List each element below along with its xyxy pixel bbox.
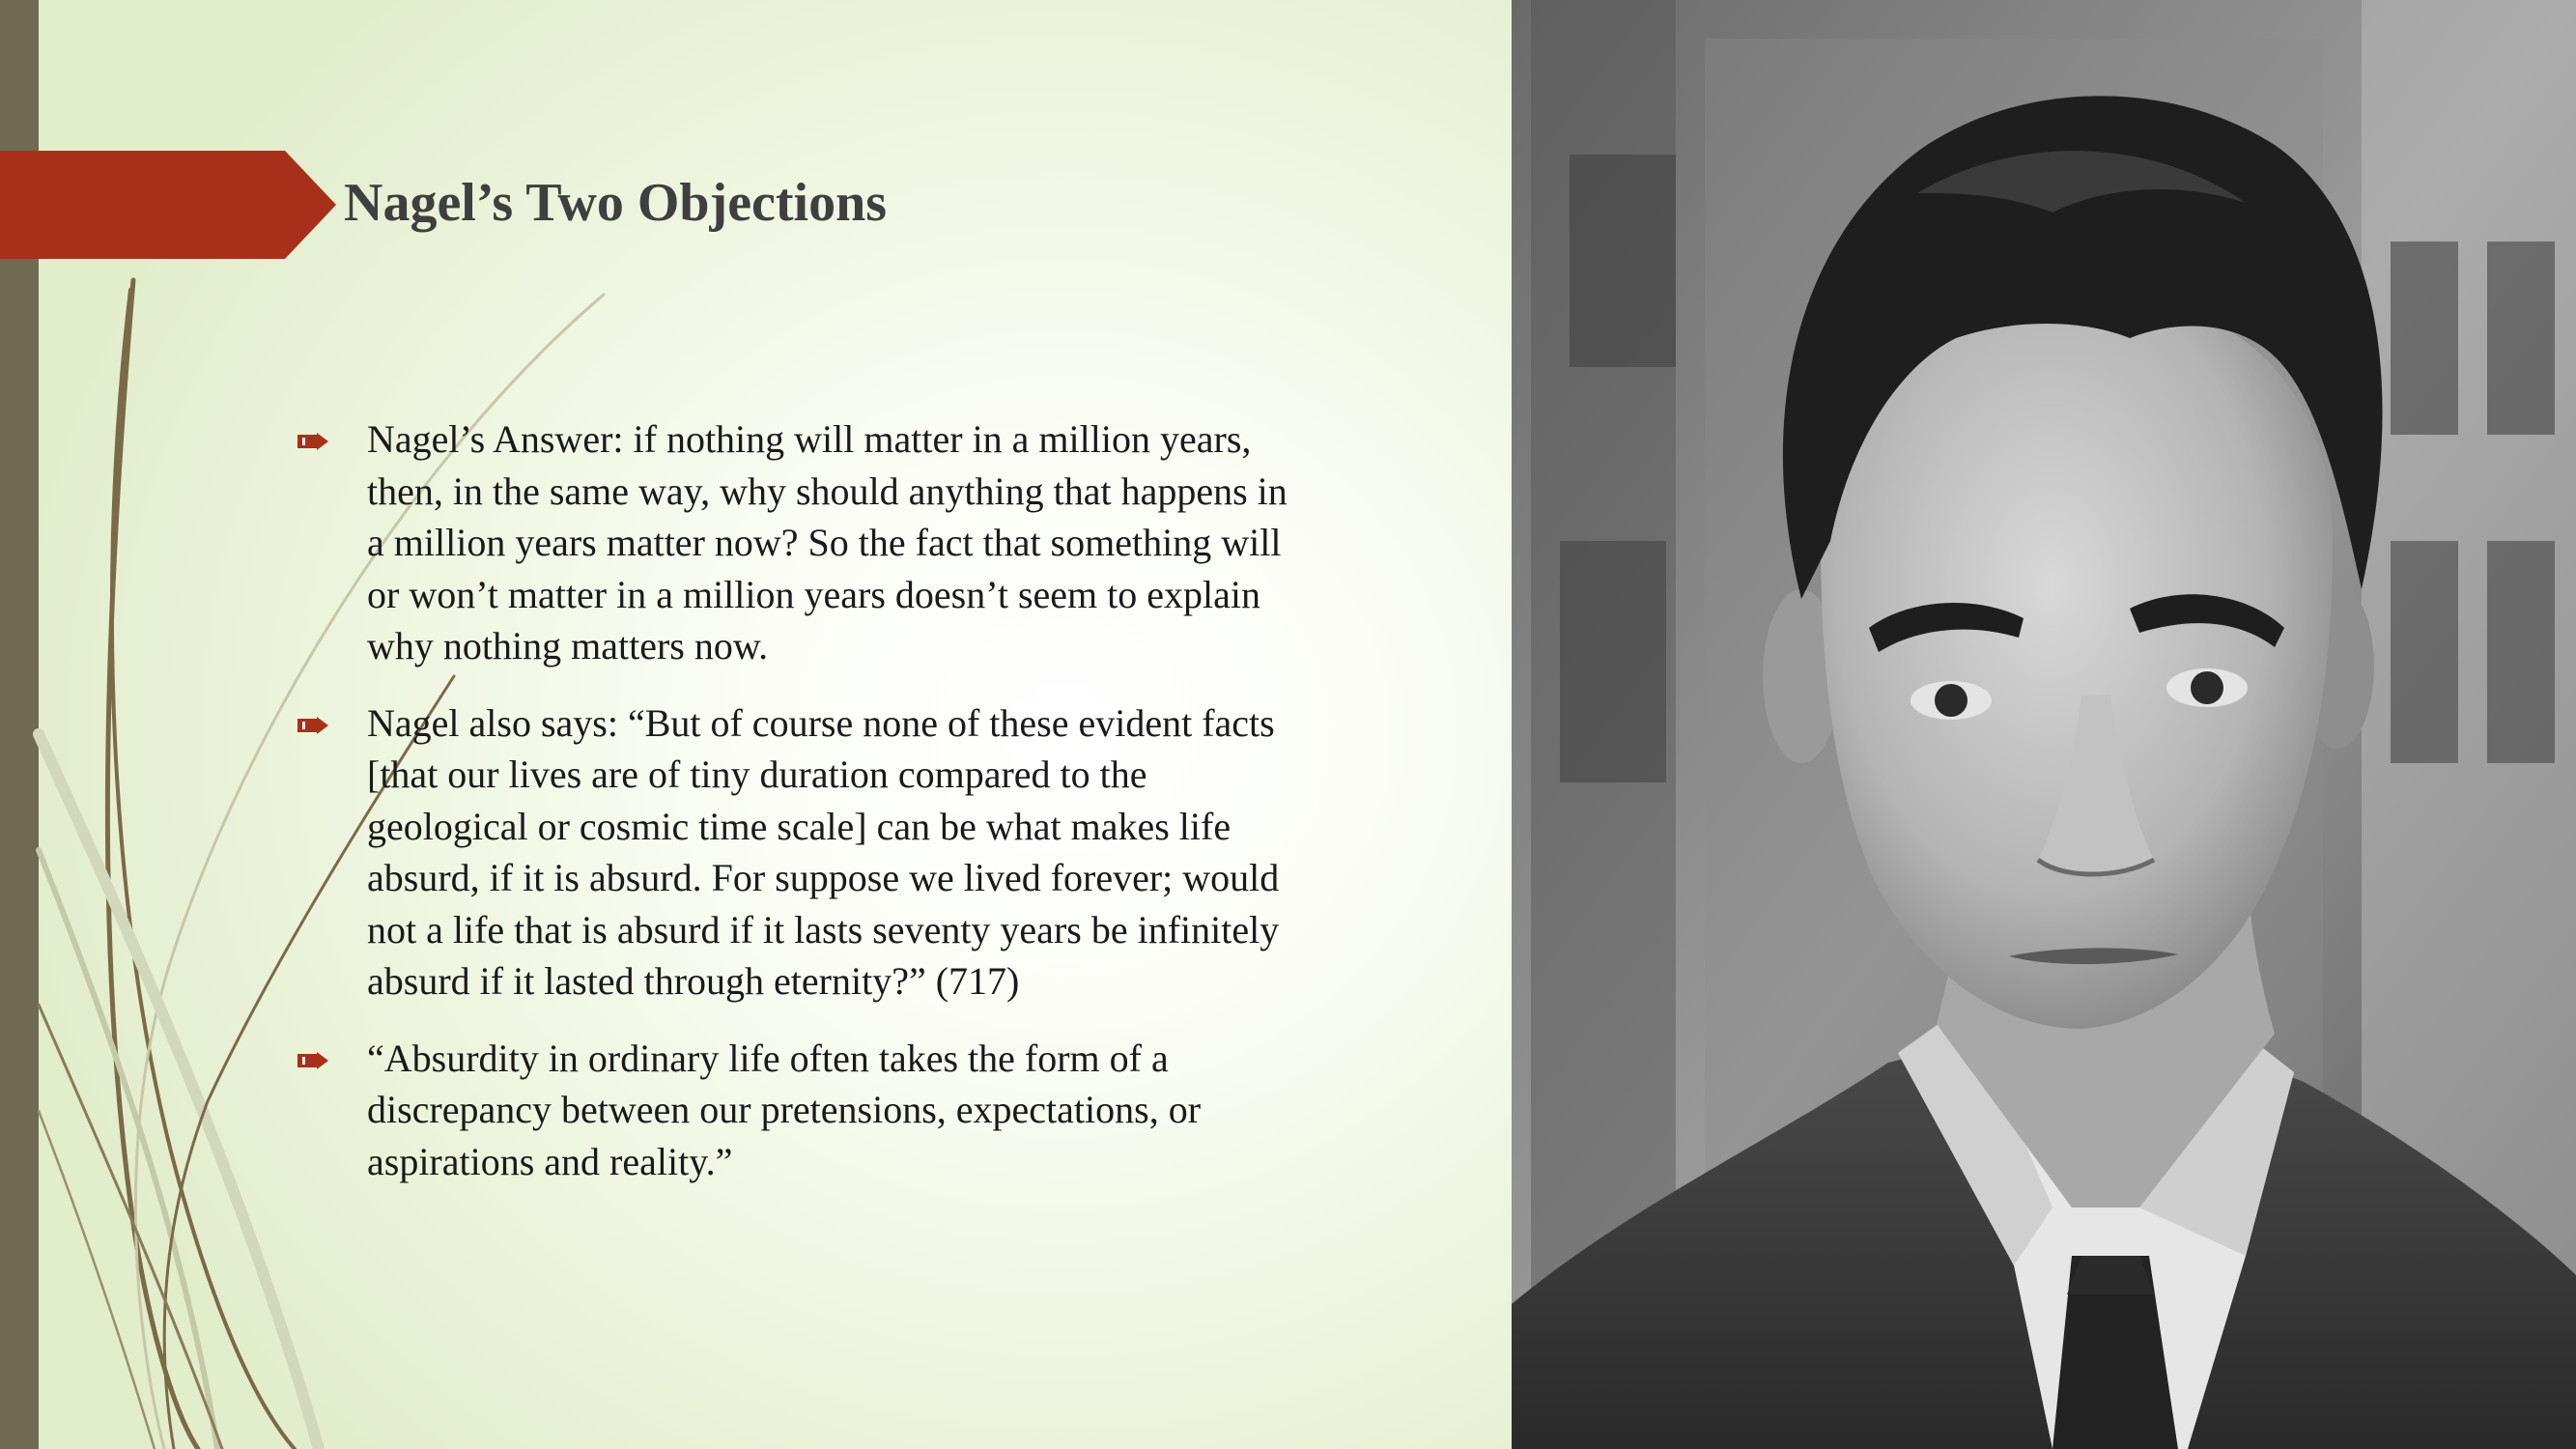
bullet-text: Nagel’s Answer: if nothing will matter in a million years, then, in the same way, why should anything that happens in a million years matter now? So the fact that something will or won’t matter in a million years doesn’t seem to explain why nothing matters now. [367,417,1288,668]
bullet-list [290,413,1294,1212]
bullet-text: “Absurdity in ordinary life often takes the form of a discrepancy between our pretensions, expectations, or aspirations and reality.” [367,1036,1202,1183]
bullet-item [290,1033,1294,1188]
arrow-bullet-icon [297,433,328,450]
arrow-bullet-icon [297,717,328,734]
bullet-item [290,413,1294,672]
slide-title: Nagel’s Two Objections [344,173,888,233]
bullet-text: Nagel also says: “But of course none of these evident facts [that our lives are of tiny duration compared to the geological or cosmic time scale] can be what makes life absurd, if it is absurd. For suppose we lived forever; would not a life that is absurd if it lasts seventy years be infinitely absurd if it lasted through eternity?” (717) [367,700,1280,1003]
portrait-photo [1512,0,2576,1449]
bullet-item [290,697,1294,1008]
title-arrow-shape [0,151,336,259]
arrow-bullet-icon [297,1052,328,1069]
